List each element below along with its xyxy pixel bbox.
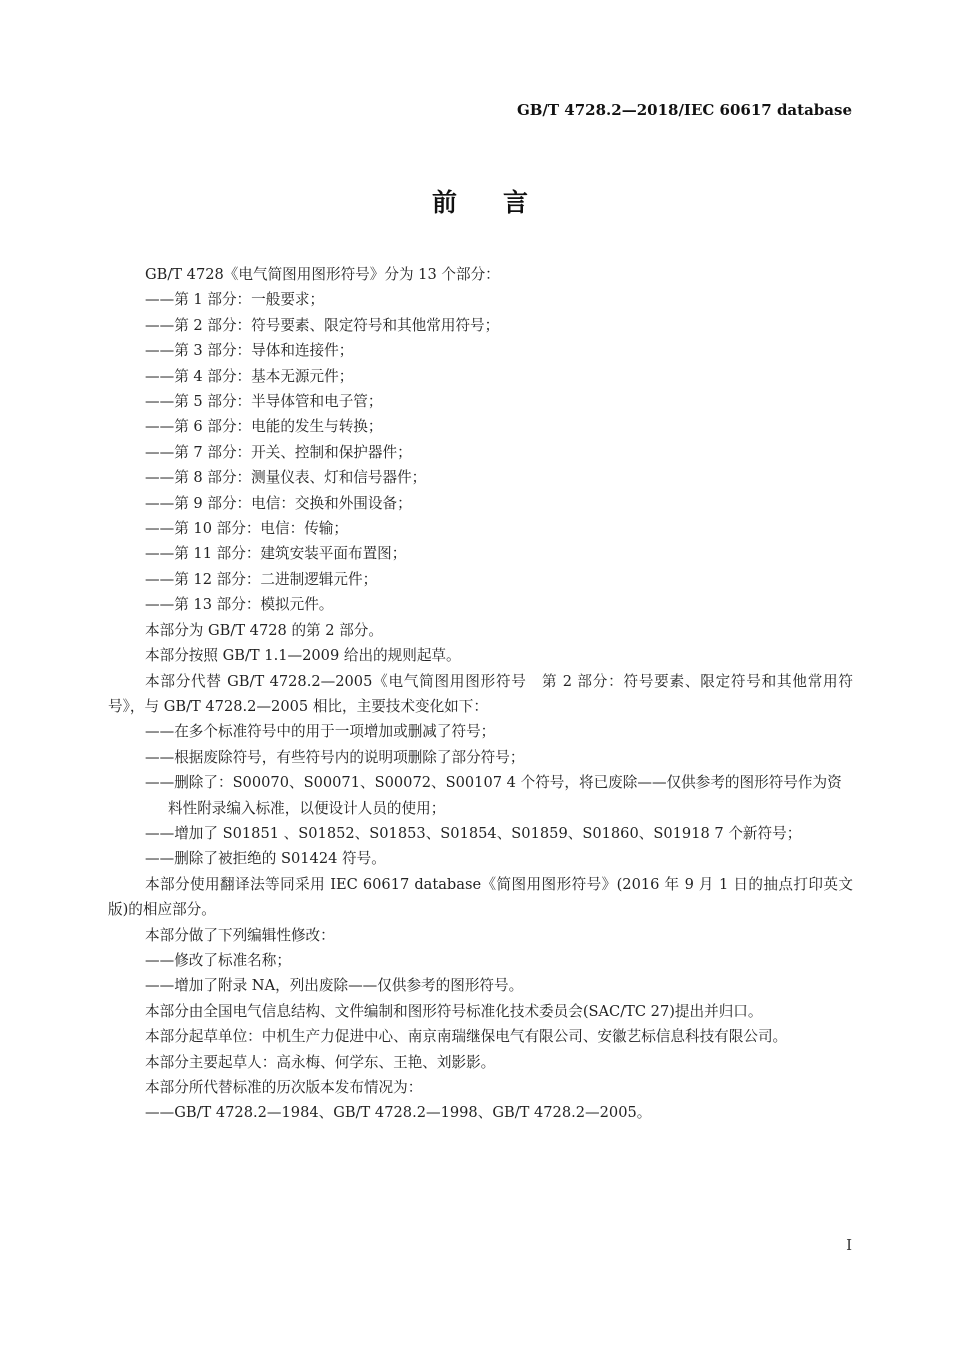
part-of-paragraph: 本部分为 GB/T 4728 的第 2 部分。 xyxy=(145,621,383,639)
part-list-item: ——第 1 部分：一般要求； xyxy=(145,291,325,309)
change-list-item-continuation: 料性附录编入标准，以便设计人员的使用； xyxy=(168,799,446,817)
standard-id-header: GB/T 4728.2—2018/IEC 60617 database xyxy=(516,101,852,119)
part-list-item: ——第 13 部分：模拟元件。 xyxy=(145,596,334,614)
document-body xyxy=(108,262,853,1126)
drafters-paragraph: 本部分主要起草人：高永梅、何学东、王艳、刘影影。 xyxy=(145,1053,496,1071)
change-list-item: ——在多个标准符号中的用于一项增加或删减了符号； xyxy=(145,723,496,741)
page-title: 前言 xyxy=(431,188,574,217)
change-list-item: ——增加了 S01851 、S01852、S01853、S01854、S01859、S01860、S01918 7 个新符号； xyxy=(145,824,802,842)
part-list-item: ——第 5 部分：半导体管和电子管； xyxy=(145,393,383,411)
part-list-item: ——第 7 部分：开关、控制和保护器件； xyxy=(145,443,412,461)
replaces-paragraph: 本部分代替 GB/T 4728.2—2005《电气简图用图形符号 第 2 部分：符号要素、限定符号和其他常用符号》，与 GB/T 4728.2—2005 相比，主要技术变化如下： xyxy=(108,672,853,715)
part-list-item: ——第 4 部分：基本无源元件； xyxy=(145,367,354,385)
change-list-item: ——根据废除符号，有些符号内的说明项删除了部分符号； xyxy=(145,748,525,766)
drafting-units-paragraph: 本部分起草单位：中机生产力促进中心、南京南瑞继保电气有限公司、安徽艺标信息科技有限公司。 xyxy=(145,1028,788,1046)
history-intro-paragraph: 本部分所代替标准的历次版本发布情况为： xyxy=(145,1079,423,1096)
proposed-by-paragraph: 本部分由全国电气信息结构、文件编制和图形符号标准化技术委员会(SAC/TC 27)提出并归口。 xyxy=(145,1002,763,1020)
translation-paragraph: 本部分使用翻译法等同采用 IEC 60617 database《简图用图形符号》(2016 年 9 月 1 日的抽点打印英文版)的相应部分。 xyxy=(108,875,853,919)
part-list-item: ——第 9 部分：电信：交换和外围设备； xyxy=(145,494,412,512)
change-list-item: ——删除了：S00070、S00071、S00072、S00107 4 个符号，将已废除——仅供参考的图形符号作为资 xyxy=(145,774,842,792)
part-list-item: ——第 3 部分：导体和连接件； xyxy=(145,342,354,360)
part-list-item: ——第 2 部分：符号要素、限定符号和其他常用符号； xyxy=(145,316,500,334)
editorial-intro-paragraph: 本部分做了下列编辑性修改： xyxy=(145,926,335,944)
page-number: I xyxy=(846,1236,852,1254)
history-list-item: ——GB/T 4728.2—1984、GB/T 4728.2—1998、GB/T 4728.2—2005。 xyxy=(145,1104,652,1122)
part-list-item: ——第 6 部分：电能的发生与转换； xyxy=(145,418,383,436)
intro-paragraph: GB/T 4728《电气简图用图形符号》分为 13 个部分： xyxy=(145,266,500,283)
change-list-item: ——删除了被拒绝的 S01424 符号。 xyxy=(145,850,386,868)
part-list-item: ——第 11 部分：建筑安装平面布置图； xyxy=(145,545,407,563)
editorial-list-item: ——增加了附录 NA，列出废除——仅供参考的图形符号。 xyxy=(145,977,524,995)
part-list-item: ——第 10 部分：电信：传输； xyxy=(145,520,348,538)
part-list-item: ——第 8 部分：测量仪表、灯和信号器件； xyxy=(145,469,427,487)
part-list-item: ——第 12 部分：二进制逻辑元件； xyxy=(145,570,378,588)
drafting-rules-paragraph: 本部分按照 GB/T 1.1—2009 给出的规则起草。 xyxy=(145,647,461,665)
editorial-list-item: ——修改了标准名称； xyxy=(145,951,291,969)
